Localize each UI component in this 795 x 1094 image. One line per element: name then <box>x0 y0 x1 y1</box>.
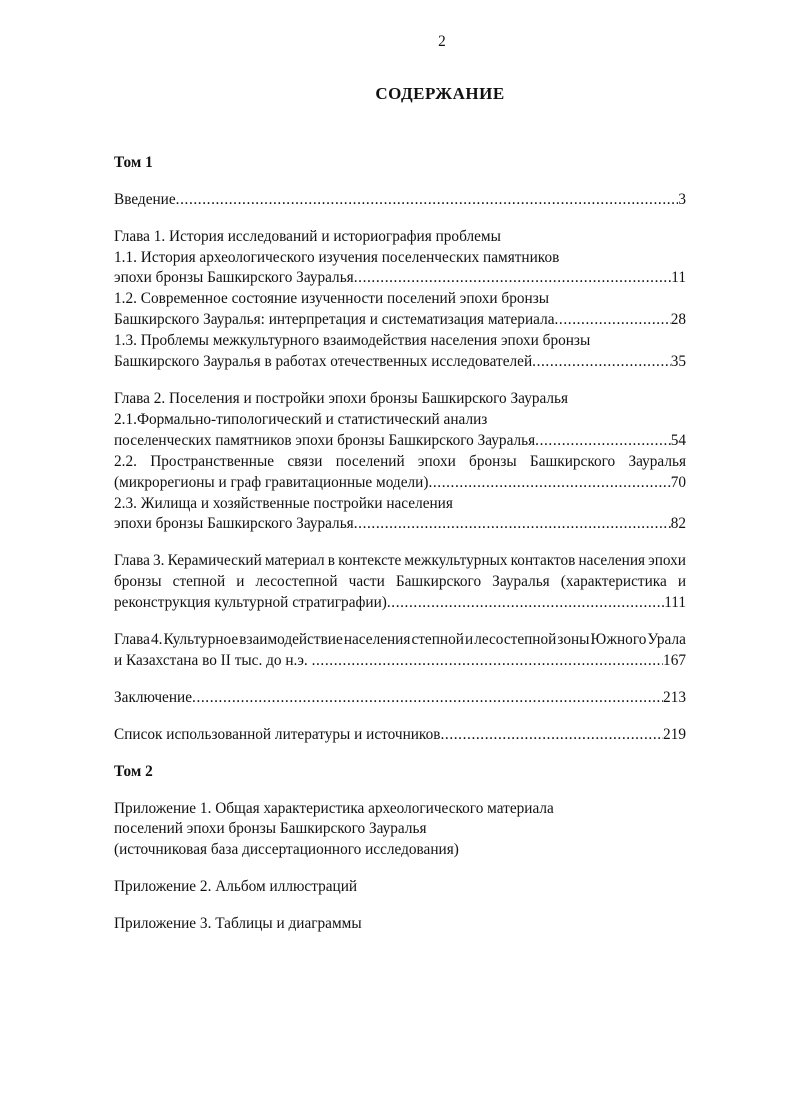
section-2-2-line-1: 2.2. Пространственные связи поселений эпохи бронзы Башкирского Зауралья <box>114 452 686 470</box>
section-2-1-line-2 <box>114 431 686 452</box>
volume-1-label: Том 1 <box>114 153 153 171</box>
section-2-3-line-1: 2.3. Жилища и хозяйственные постройки населения <box>114 494 453 512</box>
dot-leader <box>532 352 671 373</box>
dot-leader <box>440 725 663 746</box>
toc-entry-page: 70 <box>670 473 686 491</box>
dot-leader <box>312 651 663 672</box>
toc-entry-page: 82 <box>670 515 686 533</box>
appendix-1-line-2: поселений эпохи бронзы Башкирского Зауралья <box>114 820 427 838</box>
chapter-3-line-1: Глава 3. Керамический материал в контексте межкультурных контактов населения эпохи <box>114 552 686 570</box>
dot-leader <box>354 268 672 289</box>
dot-leader <box>192 688 663 709</box>
toc-entry-text: поселенческих памятников эпохи бронзы Башкирского Зауралья <box>114 431 536 449</box>
toc-chapter-2 <box>114 389 686 535</box>
toc-chapter-1 <box>114 227 686 373</box>
chapter-4-line-2 <box>114 651 686 672</box>
dot-leader <box>555 310 671 331</box>
toc-entry-text: реконструкция культурной стратиграфии) <box>114 594 387 612</box>
chapter-3-line-2: бронзы степной и лесостепной части Башкирского Зауралья (характеристика и <box>114 573 686 591</box>
dot-leader <box>176 190 679 211</box>
toc-entry-text: (микрорегионы и граф гравитационные модели) <box>114 473 429 491</box>
dot-leader <box>354 514 671 535</box>
toc-entry-bibliography <box>114 725 686 746</box>
section-1-2-line-1: 1.2. Современное состояние изученности поселений эпохи бронзы <box>114 290 550 308</box>
toc-entry-text: Башкирского Зауралья в работах отечественных исследователей <box>114 353 533 371</box>
section-2-1-line-1: 2.1.Формально-типологический и статистический анализ <box>114 410 488 428</box>
section-1-3-line-1: 1.3. Проблемы межкультурного взаимодействия населения эпохи бронзы <box>114 332 591 350</box>
dot-leader <box>428 473 670 494</box>
toc-entry-text: эпохи бронзы Башкирского Зауралья <box>114 269 354 287</box>
toc-chapter-4 <box>114 630 686 672</box>
chapter-2-heading: Глава 2. Поселения и постройки эпохи бронзы Башкирского Зауралья <box>114 389 569 407</box>
volume-2-label: Том 2 <box>114 762 153 780</box>
toc-appendix-2: Приложение 2. Альбом иллюстраций <box>114 878 358 896</box>
section-1-1-line-1: 1.1. История археологического изучения поселенческих памятников <box>114 248 560 266</box>
toc-entry-page: 3 <box>678 190 686 208</box>
toc-entry-text: Заключение <box>114 688 193 706</box>
section-1-2-line-2 <box>114 310 686 331</box>
toc-entry-page: 219 <box>663 725 686 743</box>
toc-entry-conclusion <box>114 688 686 709</box>
dot-leader <box>387 593 664 614</box>
toc-entry-page: 167 <box>663 651 686 669</box>
section-2-2-line-2 <box>114 473 686 494</box>
toc-appendix-3: Приложение 3. Таблицы и диаграммы <box>114 915 362 933</box>
chapter-1-heading: Глава 1. История исследований и историография проблемы <box>114 227 501 245</box>
toc-appendix-1 <box>114 799 686 862</box>
toc-entry-page: 11 <box>671 269 686 287</box>
toc-entry-text: эпохи бронзы Башкирского Зауралья <box>114 515 354 533</box>
toc-entry-text: Список использованной литературы и источников <box>114 725 441 743</box>
toc-chapter-3 <box>114 551 686 614</box>
toc-entry-page: 213 <box>663 688 686 706</box>
document-title: СОДЕРЖАНИЕ <box>375 83 505 103</box>
toc-entry-text: Башкирского Зауралья: интерпретация и систематизация материала <box>114 311 555 329</box>
page-number: 2 <box>438 33 446 50</box>
toc-entry-page: 111 <box>664 594 686 612</box>
toc-entry-page: 54 <box>670 431 686 449</box>
section-1-3-line-2 <box>114 352 686 373</box>
toc-entry-page: 28 <box>670 311 686 329</box>
appendix-1-line-3: (источниковая база диссертационного исследования) <box>114 841 459 859</box>
dot-leader <box>535 431 671 452</box>
toc-entry-page: 35 <box>670 353 686 371</box>
chapter-4-line-1: Глава 4. Культурное взаимодействие населения степной и лесостепной зоны Южного Урала <box>114 631 686 649</box>
toc-entry-introduction <box>114 190 686 211</box>
chapter-3-line-3 <box>114 593 686 614</box>
toc-entry-text: Введение <box>114 190 176 208</box>
toc-entry-text: и Казахстана во II тыс. до н.э. <box>114 651 312 669</box>
section-1-1-line-2 <box>114 268 686 289</box>
appendix-1-line-1: Приложение 1. Общая характеристика археологического материала <box>114 799 554 817</box>
section-2-3-line-2 <box>114 514 686 535</box>
